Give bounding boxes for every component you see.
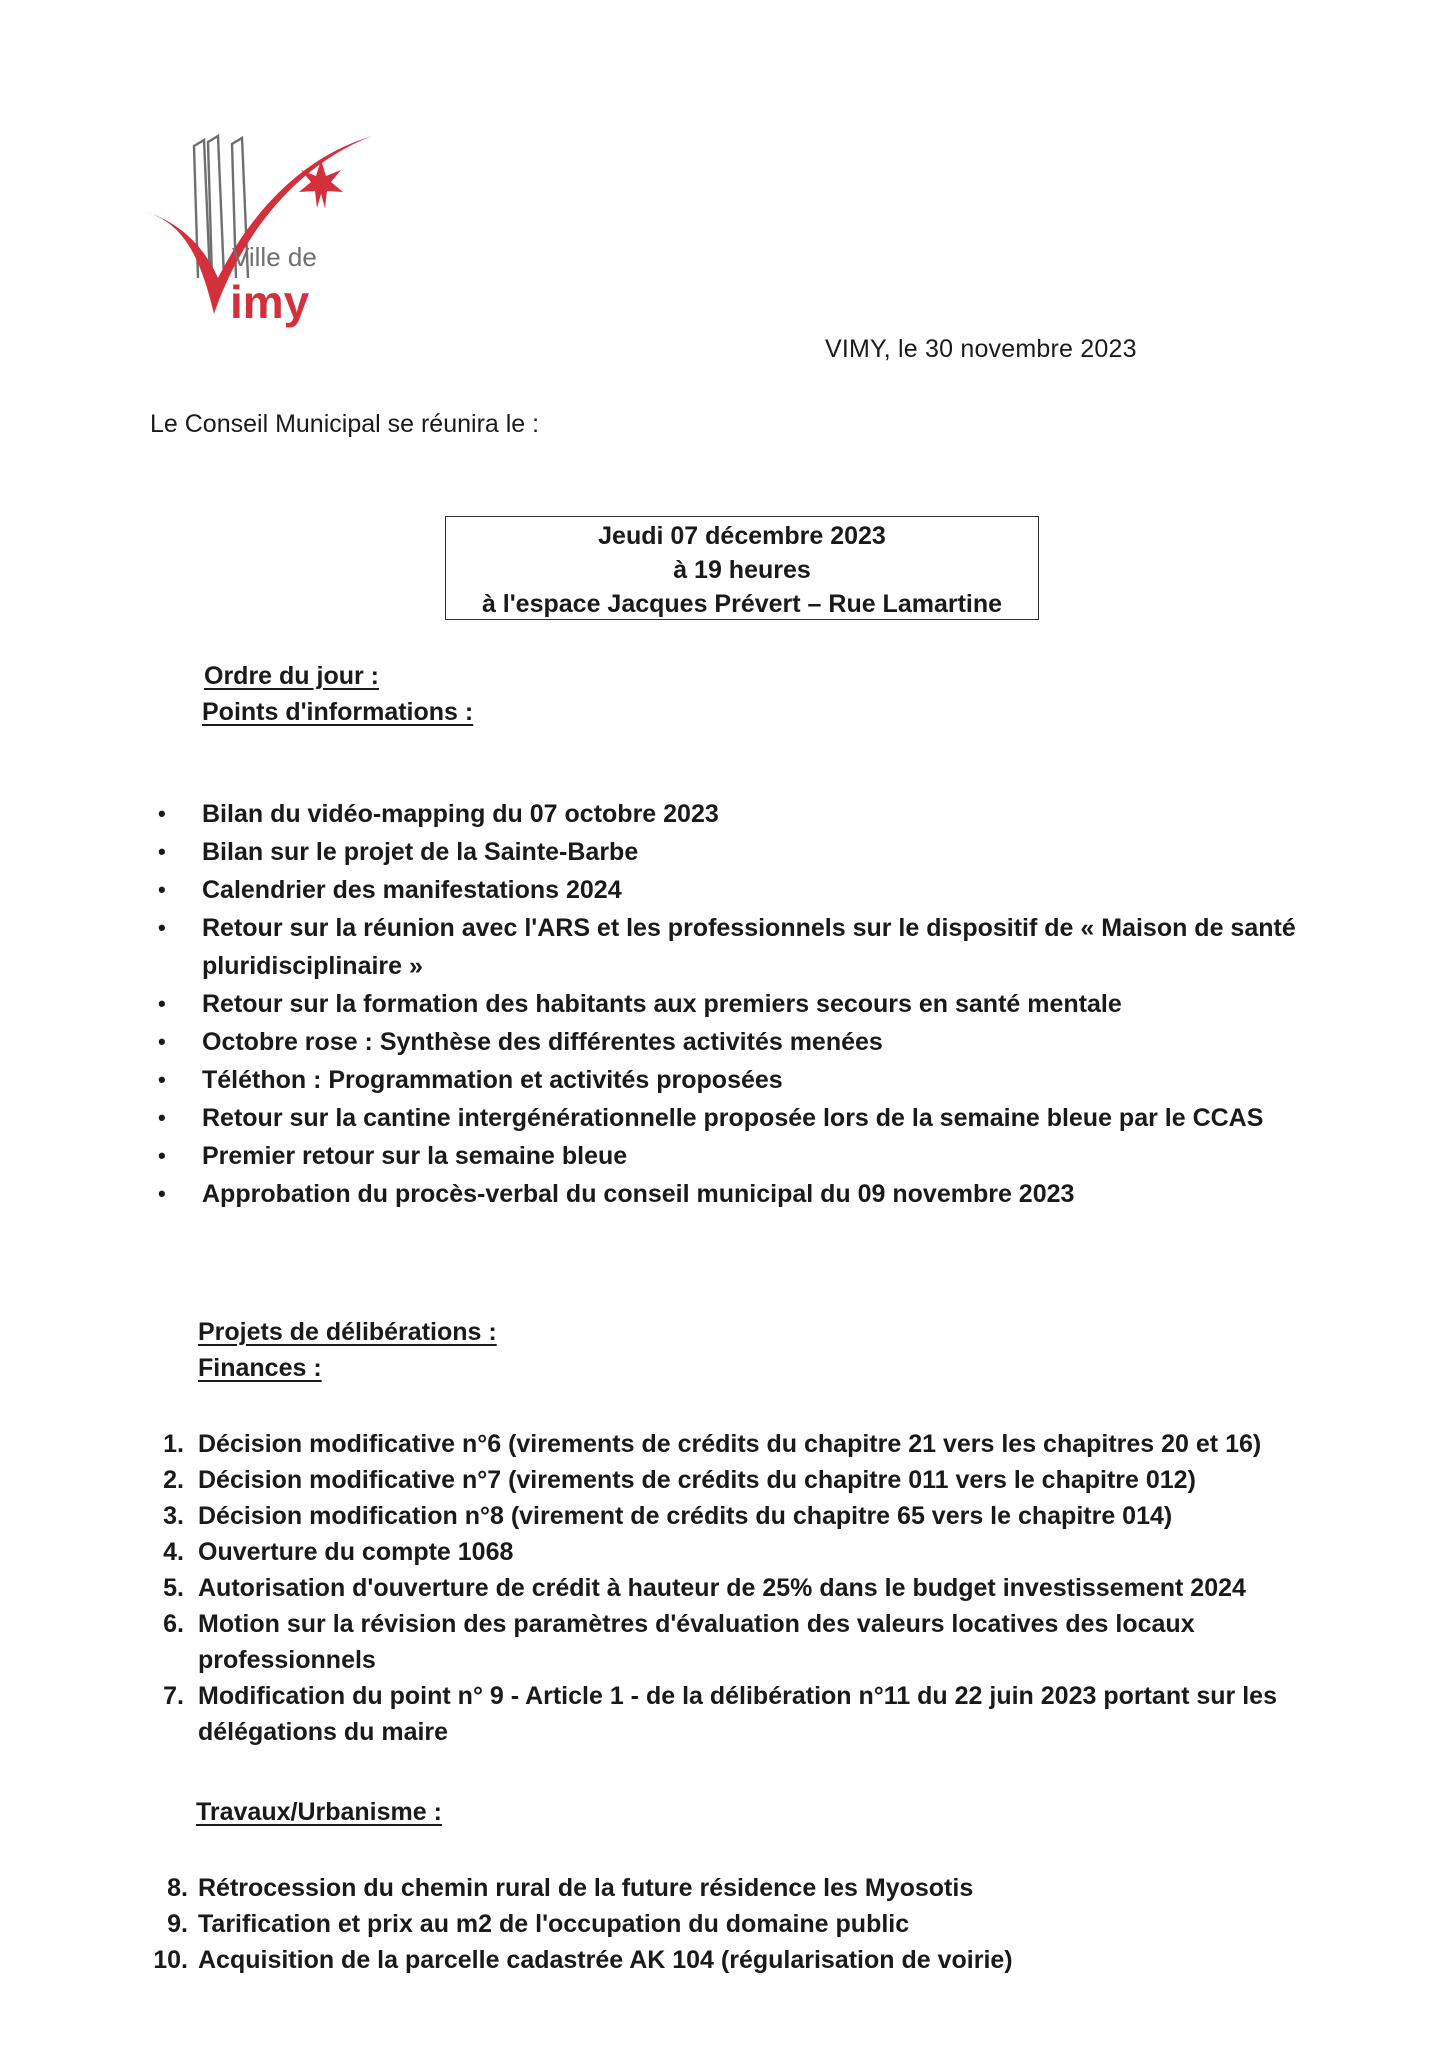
list-item: 10. Acquisition de la parcelle cadastrée AK 104 (régularisation de voirie): [153, 1946, 1013, 1974]
list-item: 4. Ouverture du compte 1068: [163, 1538, 514, 1566]
document-date: VIMY, le 30 novembre 2023: [825, 335, 1137, 363]
info-points-list: [150, 795, 1300, 1213]
list-item: 1. Décision modificative n°6 (virements de crédits du chapitre 21 vers les chapitres 20 et 16): [163, 1430, 1262, 1458]
vimy-logo: [138, 128, 378, 328]
list-item: • Approbation du procès-verbal du conseil municipal du 09 novembre 2023: [150, 1175, 1300, 1213]
list-item: • Retour sur la cantine intergénérationnelle proposée lors de la semaine bleue par le CCAS: [150, 1099, 1300, 1137]
bullet-icon: •: [158, 1067, 166, 1092]
bullet-icon: •: [158, 991, 166, 1016]
list-item: 8. Rétrocession du chemin rural de la future résidence les Myosotis: [167, 1874, 974, 1902]
meeting-time: à 19 heures: [673, 556, 811, 584]
logo-ville-de: Ville de: [232, 242, 317, 272]
travaux-heading: Travaux/Urbanisme :: [196, 1798, 442, 1826]
list-item: • Octobre rose : Synthèse des différentes activités menées: [150, 1023, 1300, 1061]
finances-heading: Finances :: [198, 1354, 322, 1382]
bullet-icon: •: [158, 1029, 166, 1054]
bullet-icon: •: [158, 801, 166, 826]
meeting-place: à l'espace Jacques Prévert – Rue Lamartine: [481, 590, 1003, 618]
bullet-icon: •: [158, 1181, 166, 1206]
list-item: 9. Tarification et prix au m2 de l'occupation du domaine public: [167, 1910, 910, 1938]
deliberations-heading: Projets de délibérations :: [198, 1318, 497, 1346]
meeting-details-box: [445, 516, 1039, 620]
bullet-icon: •: [158, 1105, 166, 1130]
intro-text: Le Conseil Municipal se réunira le :: [150, 410, 540, 438]
list-item: 3. Décision modification n°8 (virement de crédits du chapitre 65 vers le chapitre 014): [163, 1502, 1173, 1530]
list-item: 2. Décision modificative n°7 (virements de crédits du chapitre 011 vers le chapitre 012): [163, 1466, 1196, 1494]
bullet-icon: •: [158, 839, 166, 864]
bullet-icon: •: [158, 877, 166, 902]
finances-list: [150, 1426, 1300, 1750]
logo-imy: imy: [230, 276, 310, 328]
travaux-list: [150, 1870, 1300, 1978]
list-item: 7. Modification du point n° 9 - Article 1 - de la délibération n°11 du 22 juin 2023 portant sur les délégations du maire: [163, 1682, 1277, 1746]
bullet-icon: •: [158, 915, 166, 940]
list-item: 5. Autorisation d'ouverture de crédit à hauteur de 25% dans le budget investissement 2024: [163, 1574, 1246, 1602]
list-item: • Retour sur la réunion avec l'ARS et les professionnels sur le dispositif de « Maison de santé pluridisciplinaire »: [150, 909, 1300, 985]
meeting-date: Jeudi 07 décembre 2023: [598, 522, 886, 550]
info-points-heading: Points d'informations :: [202, 698, 474, 726]
bullet-icon: •: [158, 1143, 166, 1168]
list-item: 6. Motion sur la révision des paramètres d'évaluation des valeurs locatives des locaux professionnels: [163, 1610, 1195, 1674]
list-item: • Retour sur la formation des habitants aux premiers secours en santé mentale: [150, 985, 1300, 1023]
list-item: • Calendrier des manifestations 2024: [150, 871, 1300, 909]
list-item: • Bilan sur le projet de la Sainte-Barbe: [150, 833, 1300, 871]
agenda-heading: Ordre du jour :: [204, 662, 379, 690]
list-item: • Bilan du vidéo-mapping du 07 octobre 2023: [150, 795, 1300, 833]
vimy-logo-graphic: [138, 128, 378, 328]
list-item: • Premier retour sur la semaine bleue: [150, 1137, 1300, 1175]
list-item: • Téléthon : Programmation et activités proposées: [150, 1061, 1300, 1099]
